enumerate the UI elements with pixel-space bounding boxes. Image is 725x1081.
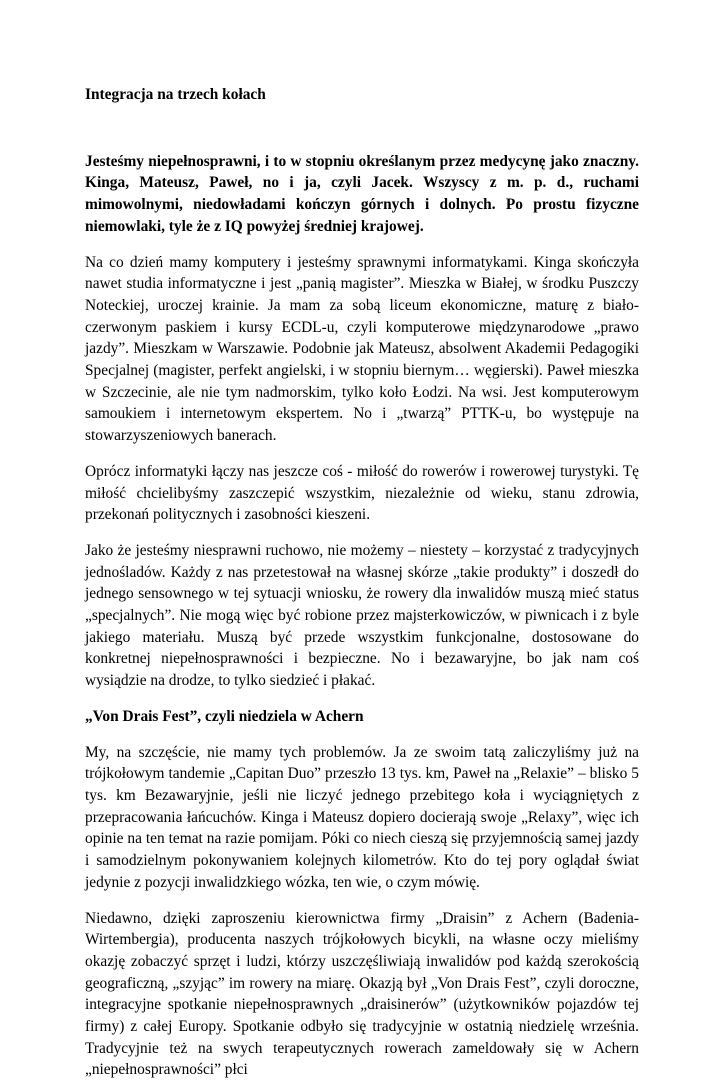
- paragraph-experience: My, na szczęście, nie mamy tych problemów. Ja ze swoim tatą zaliczyliśmy już na trójkołowym tandemie „Capitan Duo” przeszło 13 tys. km, Paweł na „Relaxie” – blisko 5 tys. km Bezawaryjnie, jeśli nie liczyć jednego przebitego koła i wyciągniętych z przepracowania łańcuchów. Kinga i Mateusz dopiero docierają swoje „Relaxy”, więc ich opinie na ten temat na razie pomijam. Póki co niech cieszą się przyjemnością samej jazdy i samodzielnym pokonywaniem kolejnych kilometrów. Kto do tej pory oglądał świat jedynie z pozycji inwalidzkiego wózka, ten wie, o czym mówię.: [85, 742, 639, 894]
- paragraph-draisin-fest: Niedawno, dzięki zaproszeniu kierownictwa firmy „Draisin” z Achern (Badenia-Wirtembergia), producenta naszych trójkołowych bicykli, na własne oczy mieliśmy okazję zobaczyć sprzęt i ludzi, którzy uszczęśliwiają inwalidów pod każdą szerokością geograficzną, „szyjąc” im rowery na miarę. Okazją był „Von Drais Fest”, czyli doroczne, integracyjne spotkanie niepełnosprawnych „draisinerów” (użytkowników pojazdów tej firmy) z całej Europy. Spotkanie odbyło się tradycyjnie w ostatnią niedzielę września. Tradycyjnie też na swych terapeutycznych rowerach zameldowały się w Achern „niepełnosprawności” płci: [85, 908, 639, 1081]
- paragraph-computers: Na co dzień mamy komputery i jesteśmy sprawnymi informatykami. Kinga skończyła nawet studia informatyczne i jest „panią magister”. Mieszka w Białej, w środku Puszczy Noteckiej, uroczej krainie. Ja mam za sobą liceum ekonomiczne, maturę z biało-czerwonym paskiem i kursy ECDL-u, czyli komputerowe międzynarodowe „prawo jazdy”. Mieszkam w Warszawie. Podobnie jak Mateusz, absolwent Akademii Pedagogiki Specjalnej (magister, perfekt angielski, i w stopniu biernym… węgierski). Paweł mieszka w Szczecinie, ale nie tym nadmorskim, tylko koło Łodzi. Na wsi. Jest komputerowym samoukiem i internetowym ekspertem. No i „twarzą” PTTK-u, bo występuje na stowarzyszeniowych banerach.: [85, 252, 639, 447]
- document-title: Integracja na trzech kołach: [85, 84, 639, 106]
- document-page: [85, 84, 639, 1081]
- lead-paragraph: Jesteśmy niepełnosprawni, i to w stopniu określanym przez medycynę jako znaczny. Kinga, Mateusz, Paweł, no i ja, czyli Jacek. Wszyscy z m. p. d., ruchami mimowolnymi, niedowładami kończyn górnych i dolnych. Po prostu fizyczne niemowlaki, tyle że z IQ powyżej średniej krajowej.: [85, 151, 639, 238]
- paragraph-bicycles-love: Oprócz informatyki łączy nas jeszcze coś - miłość do rowerów i rowerowej turystyki. Tę miłość chcielibyśmy zaszczepić wszystkim, niezależnie od wieku, stanu zdrowia, przekonań politycznych i zasobności kieszeni.: [85, 461, 639, 526]
- section-heading: „Von Drais Fest”, czyli niedziela w Achern: [85, 706, 639, 728]
- paragraph-special-bikes: Jako że jesteśmy niesprawni ruchowo, nie możemy – niestety – korzystać z tradycyjnych jednośladów. Każdy z nas przetestował na własnej skórze „takie produkty” i doszedł do jednego sensownego w tej sytuacji wniosku, że rowery dla inwalidów muszą mieć status „specjalnych”. Nie mogą więc być robione przez majsterkowiczów, w piwnicach i z byle jakiego materiału. Muszą być przede wszystkim funkcjonalne, dostosowane do konkretnej niepełnosprawności i bezpieczne. No i bezawaryjne, bo jak nam coś wysiądzie na drodze, to tylko siedzieć i płakać.: [85, 540, 639, 692]
